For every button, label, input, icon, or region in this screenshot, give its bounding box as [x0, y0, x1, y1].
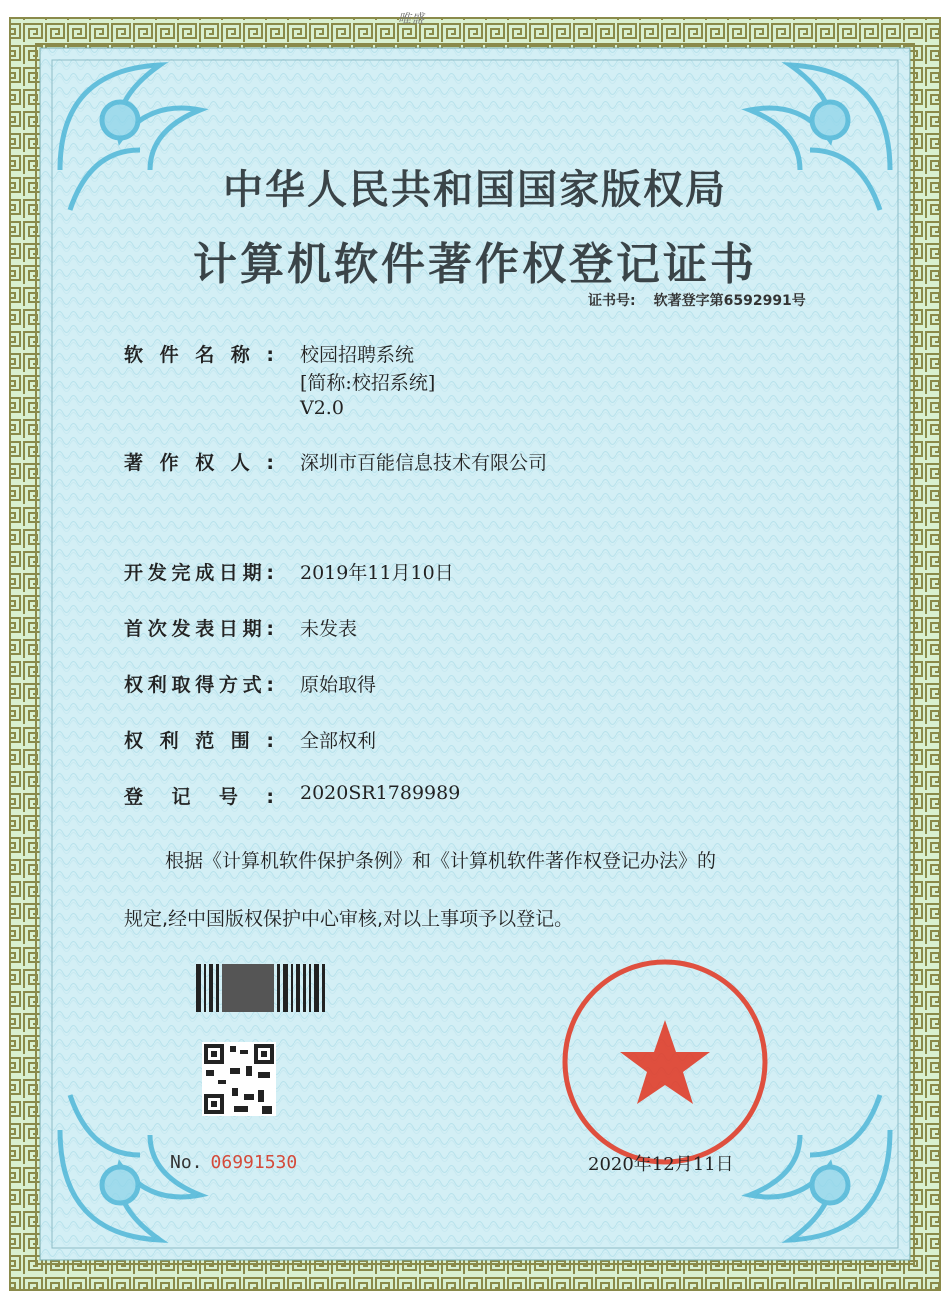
field-label: 登记号:	[124, 786, 274, 808]
rights-scope-value: 全部权利	[300, 730, 377, 752]
handwritten-note: 唯盛	[398, 12, 425, 27]
software-short-name-value: [简称:校招系统]	[300, 372, 436, 394]
serial-number	[170, 1152, 297, 1173]
field-label: 开发完成日期:	[124, 562, 274, 584]
serial-number-value: 06991530	[210, 1152, 298, 1173]
copyright-holder-value: 深圳市百能信息技术有限公司	[300, 452, 548, 474]
certificate-number-label: 证书号:	[588, 293, 636, 309]
qr-code	[202, 1042, 276, 1116]
statement-line-2: 规定,经中国版权保护中心审核,对以上事项予以登记。	[124, 908, 574, 930]
field-label: 软件名称:	[124, 344, 274, 366]
field-label: 著作权人:	[124, 452, 274, 474]
registration-number-value: 2020SR1789989	[300, 782, 461, 804]
software-version-value: V2.0	[300, 397, 344, 419]
publication-date-value: 未发表	[300, 618, 358, 640]
certificate-title: 计算机软件著作权登记证书	[193, 239, 757, 290]
certificate-number	[588, 290, 806, 310]
development-date-value: 2019年11月10日	[300, 562, 454, 584]
field-label: 权利取得方式:	[124, 674, 274, 696]
issue-date: 2020年12月11日	[588, 1154, 734, 1175]
statement-line-1: 根据《计算机软件保护条例》和《计算机软件著作权登记办法》的	[165, 850, 717, 872]
issuing-authority: 中华人民共和国国家版权局	[223, 166, 727, 213]
field-label: 首次发表日期:	[124, 618, 274, 640]
software-name-value: 校园招聘系统	[300, 344, 415, 366]
certificate-number-value: 软著登字第6592991号	[653, 293, 806, 309]
acquisition-method-value: 原始取得	[300, 674, 377, 696]
serial-number-prefix: No.	[170, 1152, 203, 1173]
field-label: 权利范围:	[124, 730, 274, 752]
